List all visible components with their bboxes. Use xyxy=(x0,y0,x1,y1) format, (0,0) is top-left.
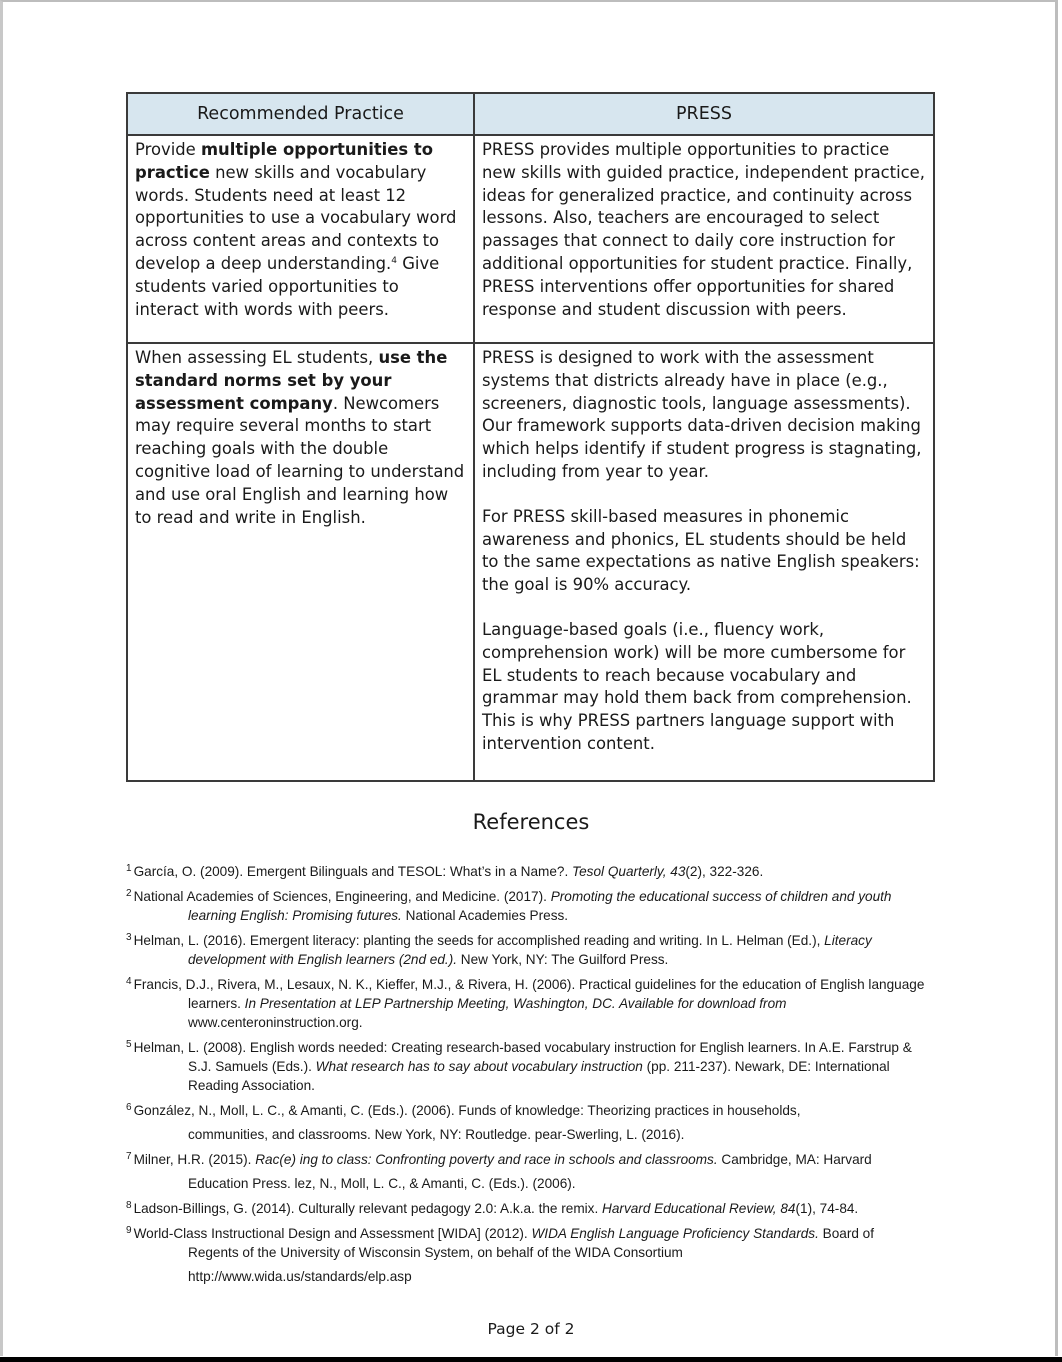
table-header-row xyxy=(127,93,934,135)
reference-item: $^5$ Helman, L. (2008). English words needed: Creating research-based vocabulary instruction for English learners. In A.E. Farstrup & S.J. Samuels (Eds.). What research has to say about vocabulary instruction (pp. 211-237). Newark, DE: International Reading Association. xyxy=(126,1039,912,1093)
footnote-marker: 4 xyxy=(391,255,398,266)
practice-comparison-table xyxy=(126,92,935,782)
header-press: PRESS xyxy=(474,93,934,135)
practice-cell xyxy=(127,135,474,343)
practice-emphasis: use the standard norms set by your assessment company xyxy=(135,348,448,413)
reference-item: $^8$ Ladson-Billings, G. (2014). Culturally relevant pedagogy 2.0: A.k.a. the remix. Harvard Educational Review, 84(1), 74-84. xyxy=(126,1200,859,1216)
press-cell xyxy=(474,135,934,343)
reference-item: $^1$ García, O. (2009). Emergent Bilinguals and TESOL: What’s in a Name?. Tesol Quarterly, 43(2), 322-326. xyxy=(126,863,764,879)
reference-item: $^7$ Milner, H.R. (2015). Rac(e) ing to class: Confronting poverty and race in schools and classrooms. Cambridge, MA: Harvard Education Press. lez, N., Moll, L. C., & Amanti, C. (Eds.). (2006). xyxy=(126,1151,872,1191)
practice-text: Provide multiple opportunities to practice new skills and vocabulary words. Students need at least 12 opportunities to use a vocabulary word across content areas and contexts to develop a deep understanding.$^4$ Give students varied opportunities to interact with words with peers. xyxy=(135,140,457,319)
header-recommended-practice: Recommended Practice xyxy=(127,93,474,135)
practice-cell xyxy=(127,343,474,781)
press-paragraph: Language-based goals (i.e., fluency work, comprehension work) will be more cumbersome for EL students to reach because vocabulary and grammar may hold them back from comprehension. This is why PRESS partners language support with intervention content. xyxy=(482,619,912,753)
reference-item: $^3$ Helman, L. (2016). Emergent literacy: planting the seeds for accomplished reading and writing. In L. Helman (Ed.), Literacy development with English learners (2nd ed.). New York, NY: The Guilford Press. xyxy=(126,932,872,967)
references-list xyxy=(126,862,926,1292)
reference-url[interactable]: http://www.wida.us/standards/elp.asp xyxy=(188,1269,412,1284)
reference-item: $^6$ González, N., Moll, L. C., & Amanti, C. (Eds.). (2006). Funds of knowledge: Theorizing practices in households, communities, and classrooms. New York, NY: Routledge. pear-Swerling, L. (2016). xyxy=(126,1102,801,1142)
press-paragraph: For PRESS skill-based measures in phonemic awareness and phonics, EL students should be held to the same expectations as native English speakers: the goal is 90% accuracy. xyxy=(482,506,920,595)
page-number: Page 2 of 2 xyxy=(487,1320,575,1338)
references-heading: References xyxy=(472,810,590,834)
reference-item: $^9$ World-Class Instructional Design and Assessment [WIDA] (2012). WIDA English Language Proficiency Standards. Board of Regents of the University of Wisconsin System, on behalf of the WIDA Consortium http://www.wida.us/standards/elp.asp xyxy=(126,1224,926,1286)
practice-emphasis: multiple opportunities to practice xyxy=(135,140,433,182)
press-cell xyxy=(474,343,934,781)
press-paragraph: PRESS is designed to work with the assessment systems that districts already have in place (e.g., screeners, diagnostic tools, language assessments). Our framework supports data-driven decision making which helps identify if student progress is stagnating, including from year to year. xyxy=(482,348,922,481)
table-row xyxy=(127,343,934,781)
press-paragraph: PRESS provides multiple opportunities to practice new skills with guided practice, independent practice, ideas for generalized practice, and continuity across lessons. Also, teachers are encouraged to select passages that connect to daily core instruction for additional opportunities for student practice. Finally, PRESS interventions offer opportunities for shared response and student discussion with peers. xyxy=(482,140,925,319)
table-row xyxy=(127,135,934,343)
practice-text: When assessing EL students, use the standard norms set by your assessment company. Newcomers may require several months to start reaching goals with the double cognitive load of learning to understand and use oral English and learning how to read and write in English. xyxy=(135,348,465,527)
reference-item: $^4$ Francis, D.J., Rivera, M., Lesaux, N. K., Kieffer, M.J., & Rivera, H. (2006). Practical guidelines for the education of English language learners. In Presentation at LEP Partnership Meeting, Washington, DC. Available for download from www.centeroninstruction.org. xyxy=(126,976,925,1030)
viewer-bottom-edge xyxy=(0,1357,1062,1362)
reference-link-text: www.centeroninstruction.org. xyxy=(188,1015,363,1030)
reference-item: $^2$ National Academies of Sciences, Engineering, and Medicine. (2017). Promoting the educational success of children and youth learning English: Promising futures. National Academies Press. xyxy=(126,888,892,923)
